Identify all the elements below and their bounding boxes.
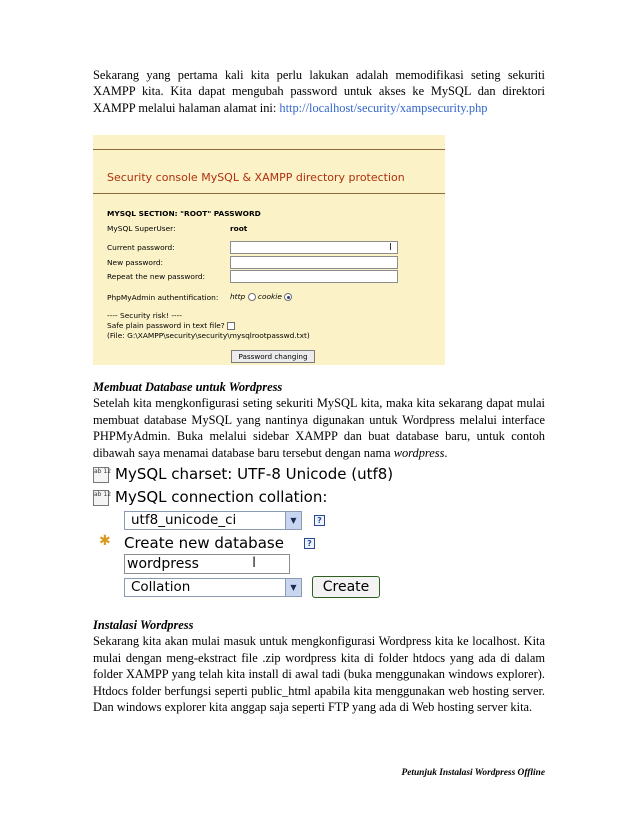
repeat-password-label: Repeat the new password: — [107, 272, 206, 281]
charset-value: UTF-8 Unicode (utf8) — [237, 465, 394, 483]
create-db-row — [124, 534, 284, 552]
phpmyadmin-screenshot — [93, 462, 413, 602]
console-title: Security console MySQL & XAMPP directory protection — [107, 171, 405, 184]
auth-http-radio[interactable] — [248, 293, 256, 301]
charset-row — [93, 465, 393, 483]
new-password-input[interactable] — [230, 256, 398, 269]
current-password-input[interactable] — [230, 241, 398, 254]
superuser-value: root — [230, 224, 248, 233]
security-risk-label: ---- Security risk! ---- — [107, 311, 182, 320]
create-button[interactable]: Create — [312, 576, 380, 598]
chevron-down-icon: ▼ — [285, 512, 301, 529]
page-footer: Petunjuk Instalasi Wordpress Offline — [401, 768, 545, 778]
superuser-label: MySQL SuperUser: — [107, 224, 176, 233]
database-section — [93, 379, 545, 461]
safe-plain-row — [107, 321, 235, 330]
mysql-section-heading: MYSQL SECTION: "ROOT" PASSWORD — [107, 209, 261, 218]
safe-plain-label: Safe plain password in text file? — [107, 321, 225, 330]
auth-cookie-label: cookie — [257, 292, 282, 301]
repeat-password-input[interactable] — [230, 270, 398, 283]
intro-text: Sekarang yang pertama kali kita perlu lakukan adalah memodifikasi seting sekuriti XAMPP kita. Kita dapat mengubah password untuk akses ke MySQL dan direktori XAMPP melalui halaman alamat ini: — [93, 68, 545, 115]
phpmyadmin-auth-label: PhpMyAdmin authentification: — [107, 293, 219, 302]
file-path-text: (File: G:\XAMPP\security\security\mysqlrootpasswd.txt) — [107, 331, 310, 340]
security-link[interactable]: http://localhost/security/xampsecurity.php — [279, 100, 488, 115]
new-database-icon: ✱ — [99, 533, 111, 549]
security-console-screenshot — [93, 135, 445, 365]
database-body: Setelah kita mengkonfigurasi seting sekuriti MySQL kita, maka kita sekarang dapat mulai membuat database MySQL yang nantinya digunakan untuk Wordpress melalui interface PHPMyAdmin. Buka melalui sidebar XAMPP dan buat database baru, untuk contoh dibawah saya menamai database baru tersebut dengan nama — [93, 396, 545, 460]
charset-icon: ab 12 — [93, 467, 109, 483]
text-cursor-icon: I — [389, 242, 392, 253]
auth-cookie-radio[interactable] — [284, 293, 292, 301]
text-cursor-icon: I — [252, 555, 257, 571]
top-divider — [93, 149, 445, 150]
install-body: Sekarang kita akan mulai masuk untuk mengkonfigurasi Wordpress kita ke localhost. Kita mulai dengan meng-ekstract file .zip wordpress kita di folder htdocs yang ada di dalam folder XAMPP yang telah kita install di awal tadi (buka menggunakan windows explorer). Htdocs folder berfungsi seperti public_html apabila kita menggunakan web hosting server. Dan windows explorer kita anggap saja seperti FTP yang ada di Web hosting server kita. — [93, 634, 545, 715]
database-body-end: . — [444, 445, 448, 460]
current-password-label: Current password: — [107, 243, 175, 252]
database-body-italic: wordpress — [393, 445, 445, 460]
collation-select[interactable] — [124, 511, 302, 530]
help-icon[interactable]: ? — [314, 515, 325, 526]
collation-dropdown[interactable] — [124, 578, 302, 597]
safe-plain-checkbox[interactable] — [227, 322, 235, 330]
chevron-down-icon: ▼ — [285, 579, 301, 596]
collation-label: MySQL connection collation: — [115, 488, 328, 506]
database-heading: Membuat Database untuk Wordpress — [93, 380, 283, 394]
database-name-input[interactable]: wordpress — [124, 554, 290, 574]
install-heading: Instalasi Wordpress — [93, 618, 194, 632]
create-db-label: Create new database — [124, 534, 284, 552]
charset-label: MySQL charset: — [115, 465, 233, 483]
auth-options — [230, 292, 292, 301]
intro-paragraph — [93, 67, 545, 116]
auth-http-label: http — [230, 292, 246, 301]
collation-icon: ab 12 — [93, 490, 109, 506]
create-db-help-icon[interactable]: ? — [304, 538, 315, 549]
collation-row — [93, 488, 327, 506]
title-divider — [93, 193, 445, 194]
password-changing-button[interactable]: Password changing — [231, 350, 315, 363]
install-section — [93, 617, 545, 715]
collation-select-value: utf8_unicode_ci — [131, 512, 237, 528]
new-password-label: New password: — [107, 258, 164, 267]
collation-dropdown-value: Collation — [131, 579, 191, 595]
